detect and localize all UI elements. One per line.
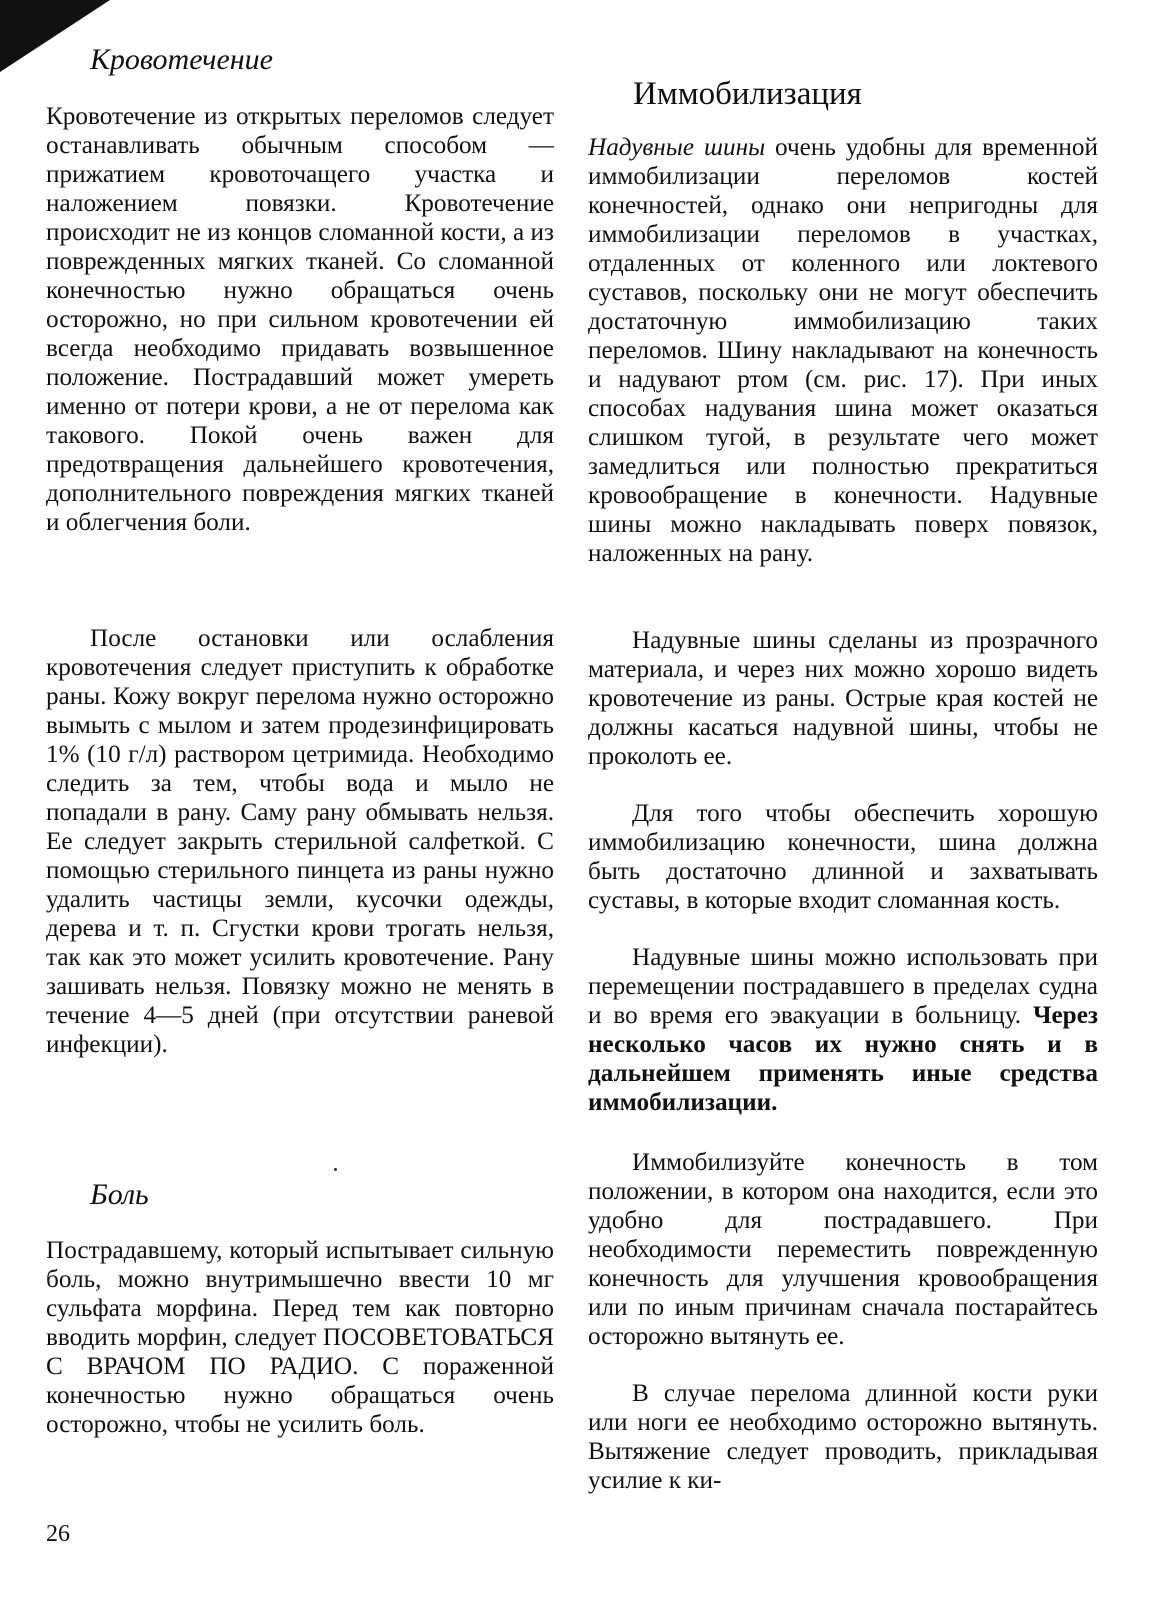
immobilization-paragraph-3: Для того чтобы обеспечить хорошую иммобилизацию конечности, шина должна быть достаточно длинной и захватывать суставы, в которые входит сломанная кость.	[588, 800, 1098, 914]
page-number: 26	[46, 1521, 70, 1547]
immobilization-paragraph-4-text: Надувные шины можно использовать при перемещении пострадавшего в пределах судна и во время его эвакуации в больницу.	[588, 944, 1098, 1029]
print-speck	[334, 1168, 337, 1171]
immobilization-paragraph-1-text: очень удобны для временной иммобилизации переломов костей конечностей, однако они непригодны для иммобилизации переломов в участках, отдаленных от коленного или локтевого суставов, поскольку они не могут обеспечить достаточную иммобилизацию таких переломов. Шину накладывают на конечность и надувают ртом (см. рис. 17). При иных способах надувания шина может оказаться слишком тугой, в результате чего может замедлиться или полностью прекратиться кровообращение в конечности. Надувные шины можно накладывать поверх повязок, наложенных на рану.	[588, 134, 1098, 567]
immobilization-warning: Через несколько часов их нужно снять и в дальнейшем применять иные средства иммобилизации.	[588, 1002, 1098, 1116]
immobilization-paragraph-1	[588, 133, 1098, 568]
immobilization-paragraph-6: В случае перелома длинной кости руки или ноги ее необходимо осторожно вытянуть. Вытяжение следует проводить, прикладывая усилие к ки-	[588, 1380, 1098, 1494]
pain-heading: Боль	[90, 1178, 149, 1211]
immobilization-paragraph-4	[588, 943, 1098, 1117]
immobilization-heading: Иммобилизация	[633, 76, 862, 112]
bleeding-heading: Кровотечение	[90, 43, 273, 76]
bleeding-paragraph-1: Кровотечение из открытых переломов следует останавливать обычным способом — прижатием кровоточащего участка и наложением повязки. Кровотечение происходит не из концов сломанной кости, а из поврежденных мягких тканей. Со сломанной конечностью нужно обращаться очень осторожно, но при сильном кровотечении ей всегда необходимо придавать возвышенное положение. Пострадавший может умереть именно от потери крови, а не от перелома как такового. Покой очень важен для предотвращения дальнейшего кровотечения, дополнительного повреждения мягких тканей и облегчения боли.	[46, 103, 554, 536]
inflatable-splints-term: Надувные шины	[588, 134, 766, 161]
immobilization-paragraph-5: Иммобилизуйте конечность в том положении, в котором она находится, если это удобно для пострадавшего. При необходимости переместить поврежденную конечность для улучшения кровообращения или по иным причинам сначала постарайтесь осторожно вытянуть ее.	[588, 1149, 1098, 1350]
bleeding-paragraph-2: После остановки или ослабления кровотечения следует приступить к обработке раны. Кожу вокруг перелома нужно осторожно вымыть с мылом и затем продезинфицировать 1% (10 г/л) раствором цетримида. Необходимо следить за тем, чтобы вода и мыло не попадали в рану. Саму рану обмывать нельзя. Ее следует закрыть стерильной салфеткой. С помощью стерильного пинцета из раны нужно удалить частицы земли, кусочки одежды, дерева и т. п. Сгустки крови трогать нельзя, так как это может усилить кровотечение. Рану зашивать нельзя. Повязку можно не менять в течение 4—5 дней (при отсутствии раневой инфекции).	[46, 625, 554, 1058]
pain-paragraph-1: Пострадавшему, который испытывает сильную боль, можно внутримышечно ввести 10 мг сульфата морфина. Перед тем как повторно вводить морфин, следует ПОСОВЕТОВАТЬСЯ С ВРАЧОМ ПО РАДИО. С пораженной конечностью нужно обращаться очень осторожно, чтобы не усилить боль.	[46, 1237, 554, 1438]
immobilization-paragraph-2: Надувные шины сделаны из прозрачного материала, и через них можно хорошо видеть кровотечение из раны. Острые края костей не должны касаться надувной шины, чтобы не проколоть ее.	[588, 627, 1098, 770]
